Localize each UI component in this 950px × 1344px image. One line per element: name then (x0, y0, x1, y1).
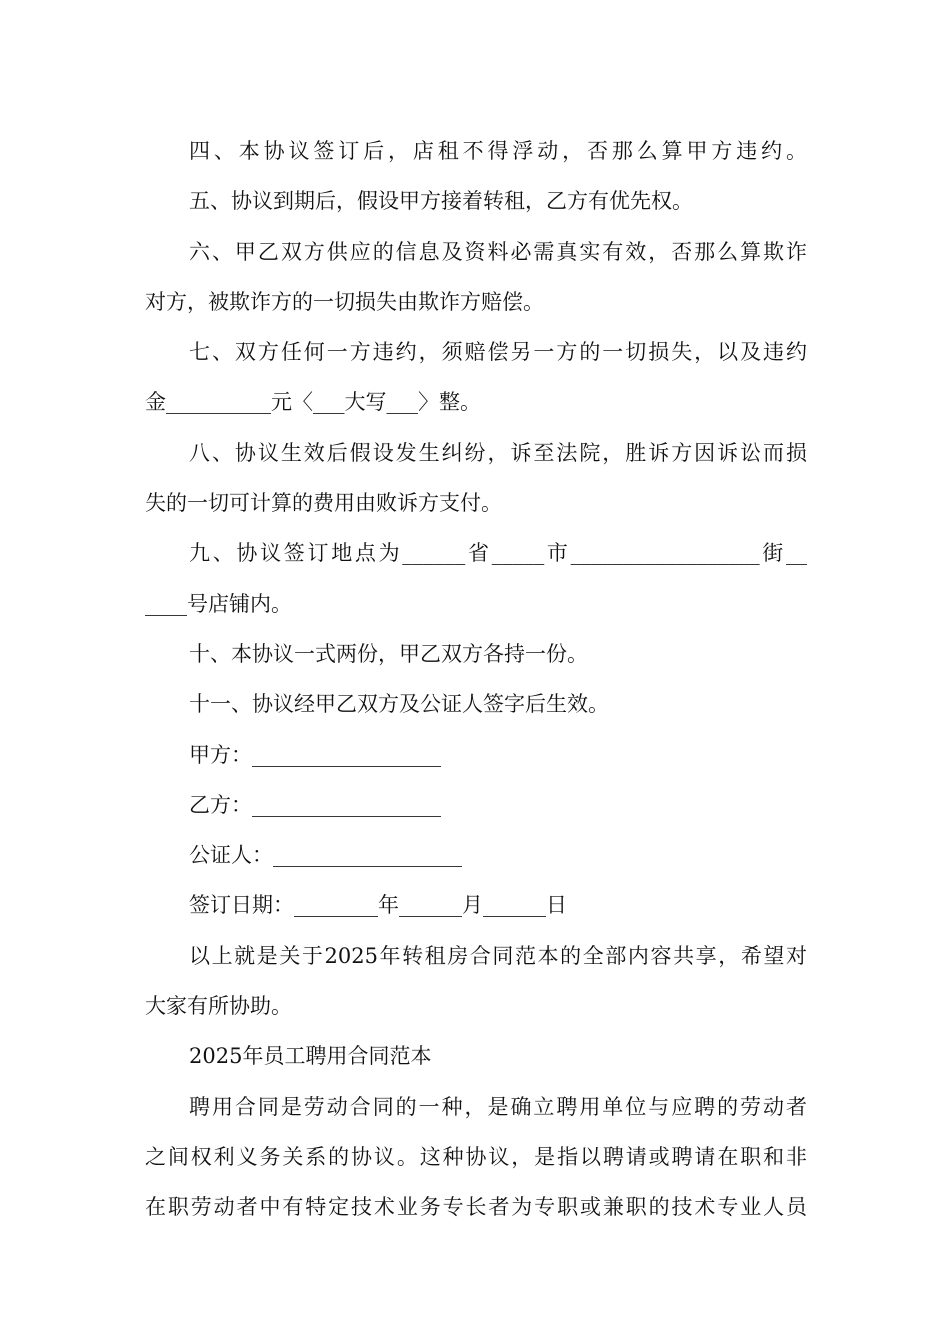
clause-9-line-2: ____号店铺内。 (145, 591, 292, 616)
intro-line-2: 之间权利义务关系的协议。这种协议，是指以聘请或聘请在职和非 (145, 1144, 807, 1169)
section-heading: 2025年员工聘用合同范本 (189, 1044, 432, 1069)
intro-line-1: 聘用合同是劳动合同的一种，是确立聘用单位与应聘的劳动者 (189, 1094, 807, 1119)
document-body (145, 126, 807, 1233)
clause-6-line-2: 对方，被欺诈方的一切损失由欺诈方赔偿。 (145, 289, 544, 314)
clause-5: 五、协议到期后，假设甲方接着转租，乙方有优先权。 (189, 189, 693, 214)
party-b-signature: 乙方：__________________ (189, 792, 441, 817)
clause-7-line-1: 七、双方任何一方违约，须赔偿另一方的一切损失，以及违约 (189, 340, 807, 365)
clause-4: 四、本协议签订后，店租不得浮动，否那么算甲方违约。 (189, 139, 807, 163)
signing-date: 签订日期：________年______月______日 (189, 893, 567, 918)
clause-8-line-2: 失的一切可计算的费用由败诉方支付。 (145, 491, 502, 516)
clause-11: 十一、协议经甲乙双方及公证人签字后生效。 (189, 692, 609, 717)
notary-signature: 公证人：__________________ (189, 843, 462, 868)
clause-7-line-2: 金__________元〈___大写___〉整。 (145, 390, 481, 415)
party-a-signature: 甲方：__________________ (189, 742, 441, 767)
closing-line-2: 大家有所协助。 (145, 994, 292, 1019)
intro-line-3: 在职劳动者中有特定技术业务专长者为专职或兼职的技术专业人员 (145, 1195, 807, 1220)
clause-8-line-1: 八、协议生效后假设发生纠纷，诉至法院，胜诉方因诉讼而损 (189, 440, 807, 465)
clause-6-line-1: 六、甲乙双方供应的信息及资料必需真实有效，否那么算欺诈 (189, 239, 807, 264)
closing-line-1: 以上就是关于2025年转租房合同范本的全部内容共享，希望对 (189, 943, 807, 968)
clause-9-line-1: 九、协议签订地点为______省_____市__________________街__ (189, 541, 807, 566)
clause-10: 十、本协议一式两份，甲乙双方各持一份。 (189, 641, 588, 666)
